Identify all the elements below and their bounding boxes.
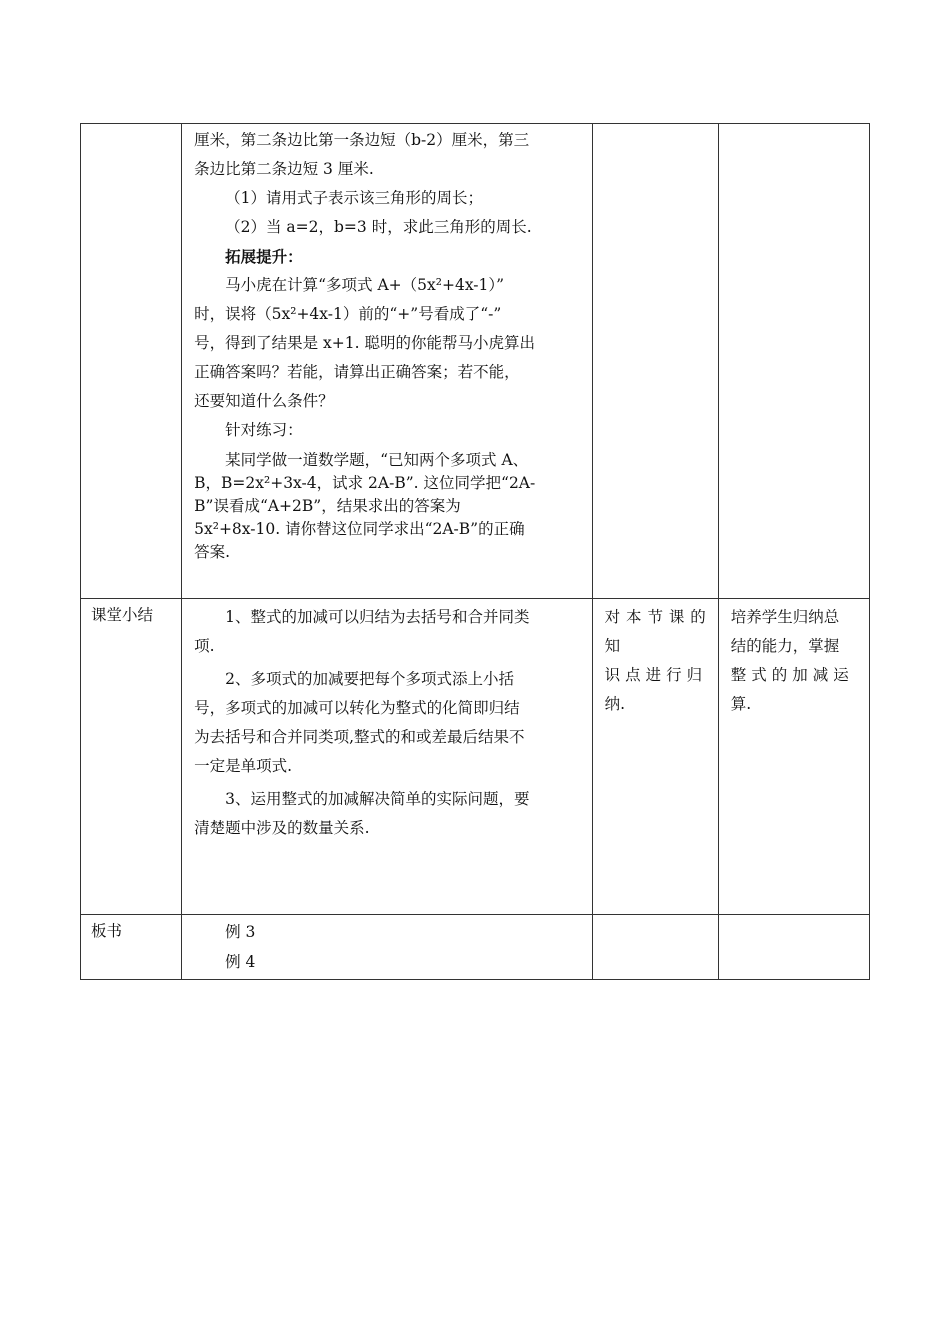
board-label: 板书 <box>91 922 123 940</box>
extension-text: 正确答案吗？若能，请算出正确答案；若不能， <box>194 363 520 381</box>
exercise-student-cell <box>592 124 718 599</box>
board-student-cell <box>592 915 718 980</box>
summary-point: 1、整式的加减可以归结为去括号和合并同类 <box>225 608 530 626</box>
extension-text: 马小虎在计算“多项式 A+（5x²+4x-1）” <box>225 276 505 294</box>
summary-content-cell <box>182 599 593 915</box>
task-line: 厘米，第二条边比第一条边短（b-2）厘米，第三 <box>194 131 530 149</box>
design-intent: 算. <box>730 695 752 713</box>
board-intent-cell <box>718 915 869 980</box>
task-line: 条边比第二条边短 3 厘米. <box>194 160 374 178</box>
summary-point: 号，多项式的加减可以转化为整式的化简即归结 <box>194 699 520 717</box>
summary-point: 为去括号和合并同类项,整式的和或差最后结果不 <box>194 728 525 746</box>
extension-text: 还要知道什么条件？ <box>194 392 334 410</box>
exercise-label-cell <box>81 124 182 599</box>
extension-text: 时，误将（5x²+4x-1）前的“+”号看成了“-” <box>194 305 502 323</box>
question-2: （2）当 a=2，b=3 时，求此三角形的周长. <box>225 218 532 236</box>
summary-intent-cell <box>718 599 869 915</box>
summary-point: 3、运用整式的加减解决简单的实际问题，要 <box>225 790 530 808</box>
summary-label: 课堂小结 <box>91 606 154 624</box>
student-activity: 对本节课的知 <box>604 608 708 655</box>
practice-text: 某同学做一道数学题，“已知两个多项式 A、 <box>225 451 529 469</box>
summary-point: 2、多项式的加减要把每个多项式添上小括 <box>225 670 514 688</box>
practice-text: 5x²+8x-10. 请你替这位同学求出“2A-B”的正确 <box>194 520 525 538</box>
board-item: 例 3 <box>225 923 256 941</box>
summary-point: 清楚题中涉及的数量关系. <box>194 819 370 837</box>
summary-point: 项. <box>194 637 215 655</box>
lesson-plan-table <box>80 123 870 980</box>
practice-text: B，B=2x²+3x-4，试求 2A-B”. 这位同学把“2A- <box>194 474 536 492</box>
summary-point: 一定是单项式. <box>194 757 293 775</box>
summary-row <box>81 599 870 915</box>
board-row <box>81 915 870 980</box>
board-content-cell <box>182 915 593 980</box>
practice-text: B”误看成“A+2B”，结果求出的答案为 <box>194 497 461 515</box>
board-label-cell <box>81 915 182 980</box>
summary-label-cell <box>81 599 182 915</box>
extension-text: 号，得到了结果是 x+1. 聪明的你能帮马小虎算出 <box>194 334 535 352</box>
board-item: 例 4 <box>225 953 256 971</box>
question-1: （1）请用式子表示该三角形的周长； <box>225 189 483 207</box>
design-intent: 整式的加减运 <box>730 666 854 684</box>
student-activity: 纳. <box>604 695 626 713</box>
exercise-intent-cell <box>718 124 869 599</box>
student-activity: 识点进行归 <box>604 666 708 684</box>
design-intent: 结的能力，掌握 <box>730 637 840 655</box>
summary-student-cell <box>592 599 718 915</box>
practice-heading: 针对练习： <box>225 421 303 439</box>
extension-heading: 拓展提升： <box>225 247 303 266</box>
exercise-row <box>81 124 870 599</box>
design-intent: 培养学生归纳总 <box>730 608 840 626</box>
exercise-content-cell <box>182 124 593 599</box>
practice-text: 答案. <box>194 543 231 561</box>
